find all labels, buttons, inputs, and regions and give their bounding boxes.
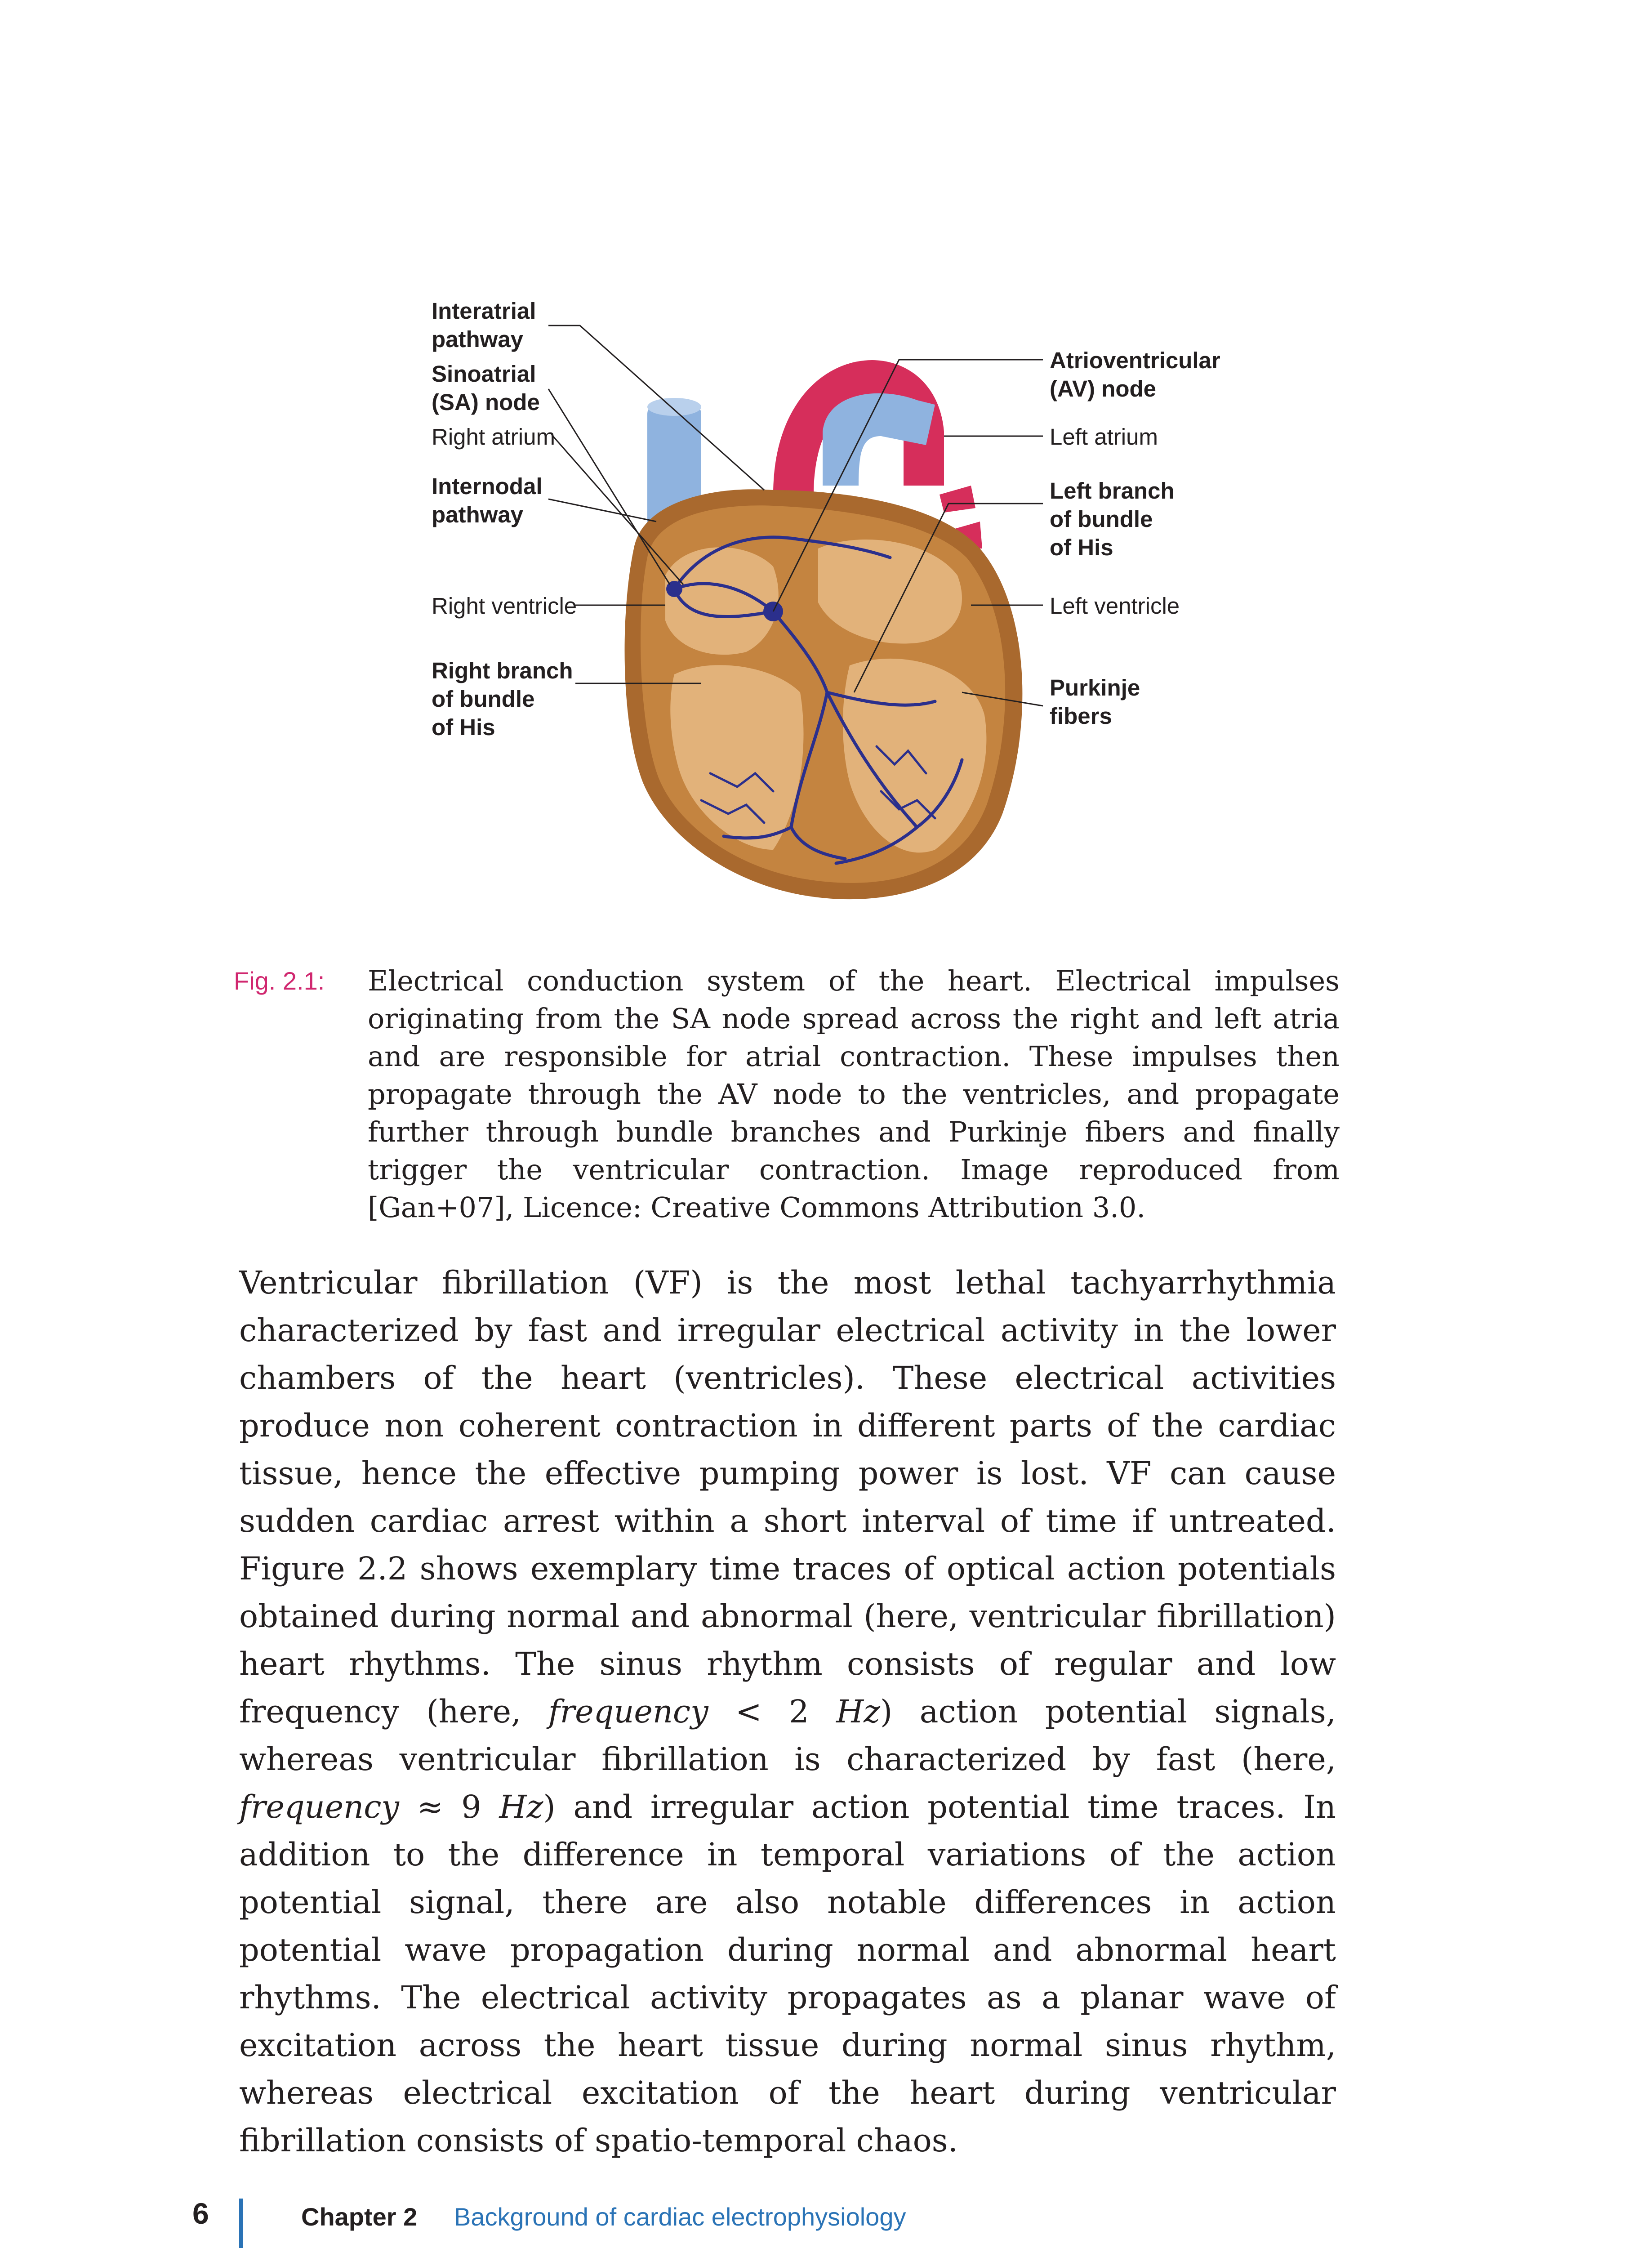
math-op-1: < 2 <box>708 1693 837 1730</box>
page-number: 6 <box>192 2197 209 2230</box>
figure-caption <box>234 962 1340 1227</box>
label-internodal-pathway: Internodal pathway <box>432 473 543 527</box>
body-text-part-3: ) and irregular action potential time traces. In addition to the difference in temporal variations of the action potential signal, there are also notable differences in action potential wave propagation during normal and abnormal heart rhythms. The electrical activity propagates as a planar wave of excitation across the heart tissue during normal sinus rhythm, whereas electrical excitation of the heart during ventricular fibrillation consists of spatio-temporal chaos. <box>239 1789 1336 2159</box>
math-frequency-1: frequency <box>548 1693 708 1730</box>
math-unit-1: Hz <box>836 1693 881 1730</box>
label-right-ventricle: Right ventricle <box>432 593 577 619</box>
footer-chapter: Chapter 2 <box>301 2203 418 2231</box>
math-frequency-2: frequency <box>239 1789 399 1825</box>
body-paragraph <box>239 1259 1336 2164</box>
body-text-part-1: Ventricular fibrillation (VF) is the most lethal tachyarrhythmia characterized by fast and irregular electrical activity in the lower chambers of the heart (ventricles). These electrical activities produce non coherent contraction in different parts of the cardiac tissue, hence the effective pumping power is lost. VF can cause sudden cardiac arrest within a short interval of time if untreated. Figure 2.2 shows exemplary time traces of optical action potentials obtained during normal and abnormal (here, ventricular fibrillation) heart rhythms. The sinus rhythm consists of regular and low frequency (here, <box>239 1264 1336 1730</box>
label-left-ventricle: Left ventricle <box>1050 593 1180 619</box>
heart-conduction-figure <box>432 297 1286 926</box>
body-text-part-2: ) action potential signals, whereas ventricular fibrillation is characterized by fast (here, <box>239 1693 1336 1778</box>
label-left-branch: Left branch of bundle of His <box>1050 478 1175 560</box>
math-unit-2: Hz <box>499 1789 543 1825</box>
label-right-atrium: Right atrium <box>432 424 555 450</box>
label-right-branch: Right branch of bundle of His <box>432 658 573 740</box>
label-av-node: Atrioventricular (AV) node <box>1050 348 1220 401</box>
label-left-atrium: Left atrium <box>1050 424 1158 450</box>
label-purkinje-fibers: Purkinje fibers <box>1050 675 1140 729</box>
label-sinoatrial-node: Sinoatrial (SA) node <box>432 361 540 415</box>
footer-chapter-title: Background of cardiac electrophysiology <box>454 2203 906 2231</box>
footer-rule <box>239 2199 243 2248</box>
caption-label: Fig. 2.1: <box>234 967 325 995</box>
caption-text: Electrical conduction system of the heart. Electrical impulses originating from the SA node spread across the right and left atria and are responsible for atrial contraction. These impulses then propagate through the AV node to the ventricles, and propagate further through bundle branches and Purkinje fibers and finally trigger the ventricular contraction. Image reproduced from [Gan+07], Licence: Creative Commons Attribution 3.0. <box>368 964 1340 1224</box>
label-interatrial-pathway: Interatrial pathway <box>432 298 536 352</box>
math-op-2: ≈ 9 <box>399 1789 499 1825</box>
